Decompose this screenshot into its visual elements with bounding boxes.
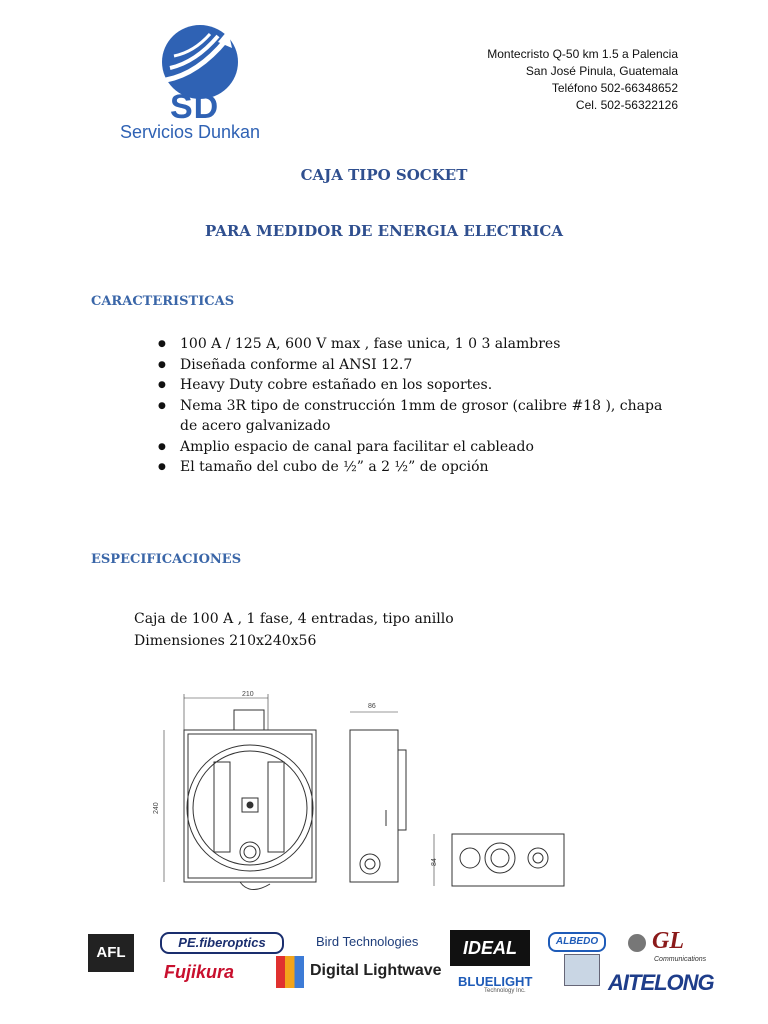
logo-initials: SD <box>170 88 220 126</box>
dim-height-label: 240 <box>153 802 160 814</box>
feature-item: ● Nema 3R tipo de construcción 1mm de grosor (calibre #18 ), chapa de acero galvanizado <box>158 396 678 437</box>
gl-gear-icon <box>628 934 646 952</box>
dim-width-label: 210 <box>242 691 254 698</box>
feature-item: ● 100 A / 125 A, 600 V max , fase unica, 1 0 3 alambres <box>158 334 678 355</box>
logo-albedo: ALBEDO <box>548 932 606 952</box>
front-view <box>164 694 316 890</box>
features-list <box>158 334 678 478</box>
logo-pe-fiberoptics: PE.fiberoptics <box>160 932 284 954</box>
dim-depth-label: 86 <box>368 703 376 710</box>
logo-digital-lightwave: Digital Lightwave <box>310 962 442 979</box>
logo-afl: AFL <box>88 934 134 972</box>
section-heading-caracteristicas: CARACTERISTICAS <box>91 294 235 309</box>
document-subtitle: PARA MEDIDOR DE ENERGIA ELECTRICA <box>205 222 563 240</box>
section-heading-especificaciones: ESPECIFICACIONES <box>91 552 242 567</box>
logo-bluelight: BLUELIGHT <box>458 974 533 989</box>
bottom-view <box>434 834 564 886</box>
logo-gl: GL <box>652 928 684 954</box>
address-line: San José Pinula, Guatemala <box>525 64 678 78</box>
logo-gl-sub: Communications <box>654 956 707 963</box>
side-view <box>350 712 406 882</box>
logo-ideal: IDEAL <box>450 930 530 966</box>
feature-item: ● Heavy Duty cobre estañado en los soportes. <box>158 375 678 396</box>
meter-socket-technical-drawing <box>150 690 580 910</box>
phone-line: Teléfono 502-66348652 <box>551 81 678 95</box>
logo-bluelight-sub: Technology Inc. <box>484 988 526 994</box>
document-title: CAJA TIPO SOCKET <box>300 166 468 184</box>
spec-line: Dimensiones 210x240x56 <box>134 633 317 649</box>
feature-item: ● Amplio espacio de canal para facilitar el cableado <box>158 437 678 458</box>
dim-bottom-label: 84 <box>431 858 438 866</box>
address-line: Montecristo Q-50 km 1.5 a Palencia <box>487 47 678 61</box>
feature-item: ● El tamaño del cubo de ½” a 2 ½” de opción <box>158 457 678 478</box>
spec-line: Caja de 100 A , 1 fase, 4 entradas, tipo anillo <box>134 611 454 627</box>
specifications-text <box>134 608 454 652</box>
cell-line: Cel. 502-56322126 <box>575 98 678 112</box>
logo-fujikura: Fujikura <box>164 962 235 982</box>
company-address <box>487 46 678 114</box>
partner-logos-row <box>80 926 720 996</box>
logo-aitelong: AITELONG <box>608 970 714 995</box>
logo-bird-technologies: Bird Technologies <box>316 934 419 949</box>
albedo-device-icon <box>564 954 600 986</box>
logo-company-name: Servicios Dunkan <box>120 122 261 142</box>
lightwave-icon <box>276 956 304 988</box>
feature-item: ● Diseñada conforme al ANSI 12.7 <box>158 355 678 376</box>
